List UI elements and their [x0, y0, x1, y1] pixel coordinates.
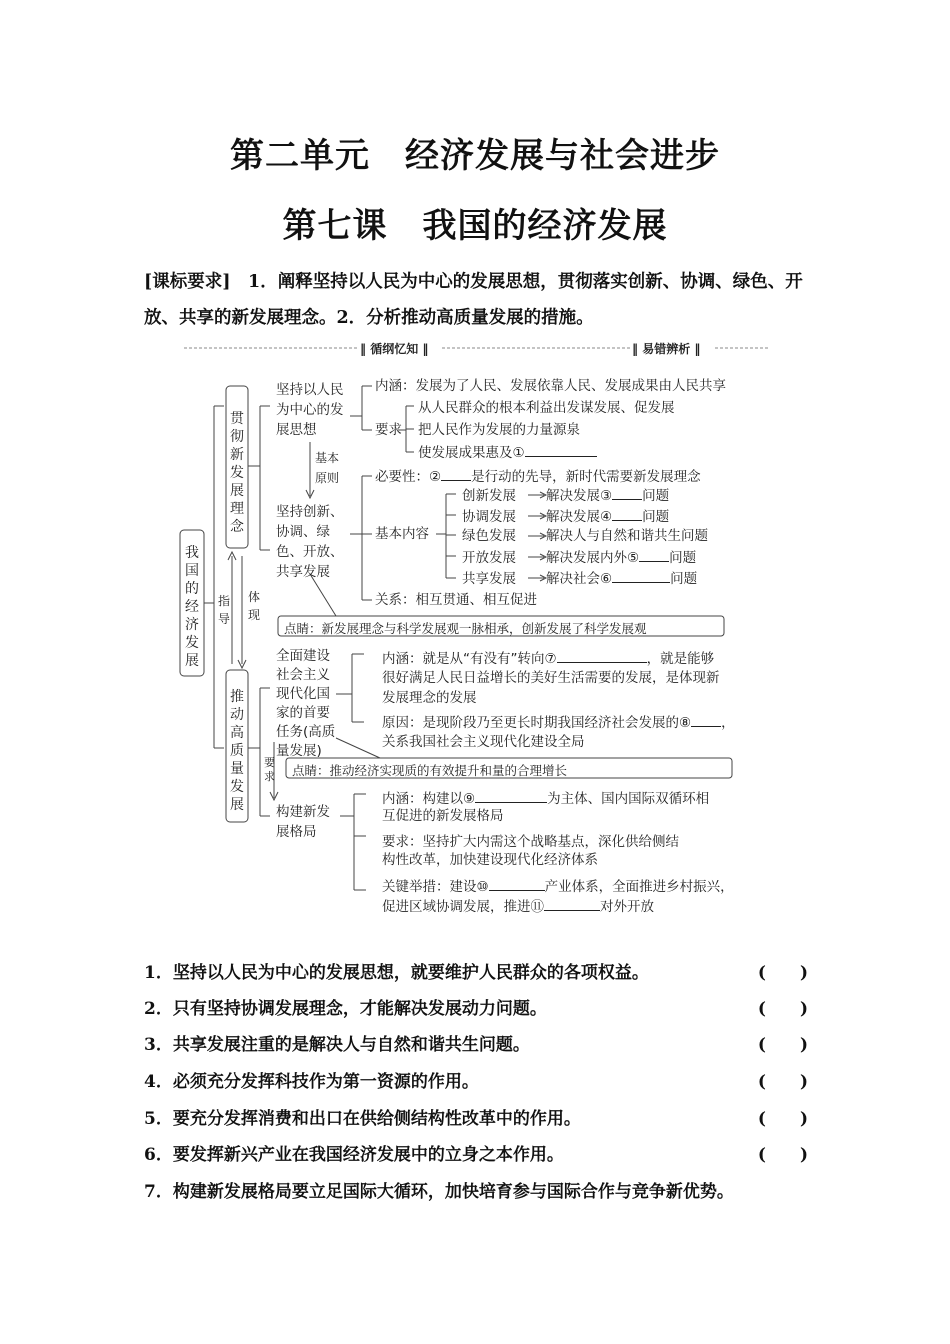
lesson-title: 第七课 我国的经济发展	[282, 206, 668, 246]
new-concept-line2: 协调、绿	[276, 524, 330, 540]
tab-outline: 循纲忆知	[370, 342, 419, 356]
yaoqiu3-line1: 要求：坚持扩大内需这个战略基点，深化供给侧结	[382, 834, 679, 850]
question-7: 7．构建新发展格局要立足国际大循环，加快培育参与国际合作与竞争新优势。	[144, 1182, 734, 1202]
question-4: 4．必须充分发挥科技作为第一资源的作用。 ( )	[144, 1067, 814, 1091]
branch2-node: 推动高质量发展	[230, 689, 244, 813]
yaoqiu3-line2: 构性改革，加快建设现代化经济体系	[382, 852, 598, 868]
new-concept-line3: 色、开放、	[276, 544, 344, 560]
yaoqiu-tag-1: 要	[264, 756, 275, 769]
hq-task-line4: 家的首要	[276, 705, 330, 721]
yaoqiu1-item1: 从人民群众的根本利益出发谋发展、促发展	[418, 400, 675, 416]
requirement-tag: [课标要求]	[144, 272, 231, 292]
measures-line2: 促进区域协调发展，推进⑪ 对外开放	[382, 896, 654, 917]
question-1: 1．坚持以人民为中心的发展思想，就要维护人民群众的各项权益。 ( )	[144, 958, 814, 982]
necessity: 必要性：② 是行动的先导，新时代需要新发展理念	[375, 466, 701, 487]
link-label-up: 体现	[247, 590, 260, 622]
basic-principle-1: 基本	[315, 451, 340, 465]
answer-blank[interactable]: ( )	[757, 963, 808, 983]
concept-green: 绿色发展 解决人与自然和谐共生问题	[462, 528, 708, 544]
branch1-node: 贯彻新发展理念	[230, 411, 244, 535]
neihan2-line3: 发展理念的发展	[382, 690, 477, 706]
basic-principle-2: 原则	[315, 471, 340, 485]
hq-task-line2: 社会主义	[276, 667, 330, 683]
note2: 点睛：推动经济实现质的有效提升和量的合理增长	[292, 763, 568, 778]
measures-line1: 关键举措：建设⑩ 产业体系，全面推进乡村振兴，	[382, 876, 734, 897]
answer-blank[interactable]: ( )	[757, 1109, 808, 1129]
hq-task-line5: 任务(高质	[276, 724, 336, 740]
people-center-line1: 坚持以人民	[276, 382, 344, 398]
neihan1: 内涵：发展为了人民、发展依靠人民、发展成果由人民共享	[375, 378, 726, 394]
question-6: 6．要发挥新兴产业在我国经济发展中的立身之本作用。 ( )	[144, 1140, 814, 1164]
hq-task-line6: 量发展)	[276, 743, 322, 759]
answer-blank[interactable]: ( )	[757, 999, 808, 1019]
root-node: 我国的经济发展	[185, 545, 199, 669]
reason-line2: 关系我国社会主义现代化建设全局	[382, 734, 585, 750]
question-5: 5．要充分发挥消费和出口在供给侧结构性改革中的作用。 ( )	[144, 1104, 814, 1128]
new-pattern-line2: 展格局	[276, 824, 317, 840]
neihan3-line2: 互促进的新发展格局	[382, 808, 504, 824]
mind-map: ‖ 循纲忆知 ‖ ‖ 易错辨析 ‖ 我国的经济发展 贯彻新发展理念 推动高质量发展 体现 指导 坚持以人民 为中心的发 展思想 基本 原则 内涵：发展为了人民、发展依靠人民、发展成果由人民共享 要求 从人民群众的根本利益出发谋发展、促发展 把人民作为发展的力量源泉 使发展成果惠及① 坚持创新、 协调、绿 色、开放、 共享发展 必要性：② 是行动的先导，新时代需要新发展理念 基本内容 创新发展 解决发展③ 问题 协调发展 解决发展④ 问题 绿色发展 解决人与自然和谐共生问题 开放发展 解决发展内外⑤ 问题 共享发展 解决社会⑥ 问题 关系：相互贯通、相互促进 点睛：新发展理念与科学发展观一脉相承，创新发展了科学发展观 全面建设 社会主义 现代化国 家的首要 任务(高质 量发展) 内涵：就是从“有没有”转向⑦ ，就是能够 很好满足人民日益增长的美好生活需要的发展，是体现新 发展理念的发展 原因：是现阶段乃至更长时期我国经济社会发展的⑧ ， 关系我国社会主义现代化建设全局 要 求 点睛：推动经济实现质的有效提升和量的合理增长 构建新发 展格局 内涵：构建以⑨ 为主体、国内国际双循环相 互促进的新发展格局 要求：坚持扩大内需这个战略基点，深化供给侧结 构性改革，加快建设现代化经济体系 关键举措：建设⑩ 产业体系，全面推进乡村振兴， 促进区域协调发展，推进⑪ 对外开放	[170, 338, 790, 918]
answer-blank[interactable]: ( )	[757, 1145, 808, 1165]
question-2: 2．只有坚持协调发展理念，才能解决发展动力问题。 ( )	[144, 994, 814, 1018]
basic-content-label: 基本内容	[375, 526, 429, 542]
neihan2-line2: 很好满足人民日益增长的美好生活需要的发展，是体现新	[382, 670, 720, 686]
tab-error-analysis: 易错辨析	[642, 342, 691, 356]
yaoqiu-tag-2: 求	[264, 770, 275, 783]
concept-sharing: 共享发展 解决社会⑥ 问题	[462, 568, 697, 589]
curriculum-requirement	[144, 264, 814, 336]
concept-innovation: 创新发展 解决发展③ 问题	[462, 485, 669, 506]
concept-opening: 开放发展 解决发展内外⑤ 问题	[462, 547, 696, 568]
yaoqiu1-item3: 使发展成果惠及①	[418, 442, 597, 463]
unit-title: 第二单元 经济发展与社会进步	[230, 136, 720, 176]
yaoqiu1-label: 要求	[375, 422, 402, 438]
link-label-down: 指导	[217, 594, 230, 626]
question-3: 3．共享发展注重的是解决人与自然和谐共生问题。 ( )	[144, 1030, 814, 1054]
answer-blank[interactable]: ( )	[757, 1072, 808, 1092]
note1: 点睛：新发展理念与科学发展观一脉相承，创新发展了科学发展观	[284, 621, 647, 636]
new-pattern-line1: 构建新发	[276, 804, 330, 820]
hq-task-line1: 全面建设	[276, 648, 330, 664]
neihan3-line1: 内涵：构建以⑨ 为主体、国内国际双循环相	[382, 788, 709, 809]
hq-task-line3: 现代化国	[276, 686, 330, 702]
requirement-text: 1．阐释坚持以人民为中心的发展思想，贯彻落实创新、协调、绿色、开放、共享的新发展理念。2．分析推动高质量发展的措施。	[144, 272, 803, 328]
concept-coordination: 协调发展 解决发展④ 问题	[462, 506, 669, 527]
new-concept-line4: 共享发展	[276, 564, 330, 580]
answer-blank[interactable]: ( )	[757, 1035, 808, 1055]
new-concept-line1: 坚持创新、	[276, 504, 344, 520]
people-center-line2: 为中心的发	[276, 402, 344, 418]
people-center-line3: 展思想	[276, 422, 317, 438]
yaoqiu1-item2: 把人民作为发展的力量源泉	[418, 422, 580, 438]
reason-line1: 原因：是现阶段乃至更长时期我国经济社会发展的⑧ ，	[382, 712, 735, 733]
neihan2-line1: 内涵：就是从“有没有”转向⑦ ，就是能够	[382, 648, 714, 669]
relation: 关系：相互贯通、相互促进	[375, 592, 537, 608]
